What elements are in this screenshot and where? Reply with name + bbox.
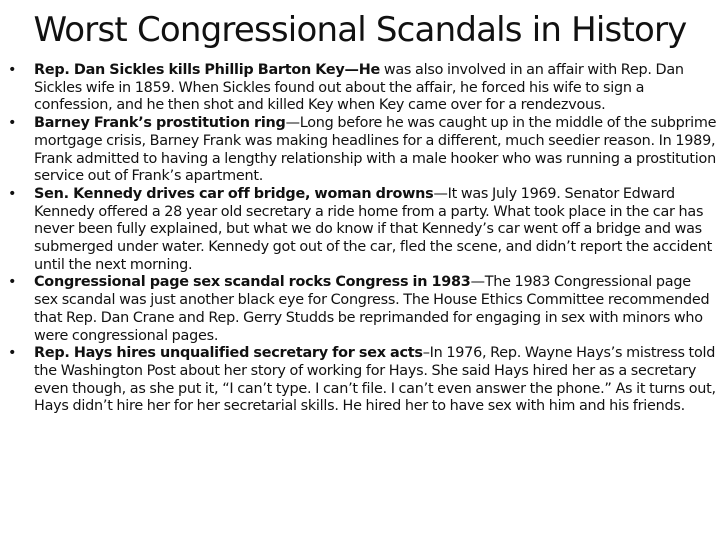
bullet-icon: • <box>8 345 17 362</box>
bullet-item <box>8 186 718 275</box>
bullet-item <box>8 345 718 416</box>
bullet-icon: • <box>8 115 17 132</box>
bullet-heading: Rep. Dan Sickles kills Phillip Barton Key—He <box>34 62 381 78</box>
bullet-text: –In 1976, Rep. Wayne Hays’s mistress told the Washington Post about her story of working for Hays. She said Hays hired her as a secretary even though, as she put it, “I can’t type. I can’t file. I can’t even answer the phone.” As it turns out, Hays didn’t hire her for her secretarial skills. He hired her to have sex with him and his friends. <box>34 345 716 415</box>
bullet-item <box>8 62 718 115</box>
slide-title: Worst Congressional Scandals in History <box>33 10 687 50</box>
bullet-heading: Rep. Hays hires unqualified secretary for sex acts <box>34 345 423 362</box>
bullet-item <box>8 115 718 186</box>
bullet-icon: • <box>8 185 17 202</box>
bullet-icon: • <box>8 62 17 78</box>
bullet-text: —Long before he was caught up in the middle of the subprime mortgage crisis, Barney Frank was making headlines for a different, much seedier reason. In 1989, Frank admitted to having a lengthy relationship with a male hooker who was running a prostitution service out of Frank’s apartment. <box>34 115 717 185</box>
bullet-text: was also involved in an affair with Rep. Dan Sickles wife in 1859. When Sickles found out about the affair, he forced his wife to sign a confession, and he then shot and killed Key when Key came over for a rendezvous. <box>34 62 684 114</box>
bullet-text: —It was July 1969. Senator Edward Kennedy offered a 28 year old secretary a ride home from a party. What took place in the car has never been fully explained, but what we do know if that Kennedy’s car went off a bridge and was submerged under water. Kennedy got out of the car, fled the scene, and didn’t report the accident until the next morning. <box>34 185 713 273</box>
bullet-heading: Congressional page sex scandal rocks Congress in 1983 <box>34 274 471 291</box>
bullet-list <box>8 62 718 416</box>
bullet-text: —The 1983 Congressional page sex scandal was just another black eye for Congress. The House Ethics Committee recommended that Rep. Dan Crane and Rep. Gerry Studds be reprimanded for engaging in sex with minors who were congressional pages. <box>34 274 710 344</box>
bullet-item <box>8 274 718 345</box>
bullet-heading: Sen. Kennedy drives car off bridge, woman drowns <box>34 185 434 202</box>
bullet-icon: • <box>8 274 17 291</box>
bullet-heading: Barney Frank’s prostitution ring <box>34 115 286 132</box>
